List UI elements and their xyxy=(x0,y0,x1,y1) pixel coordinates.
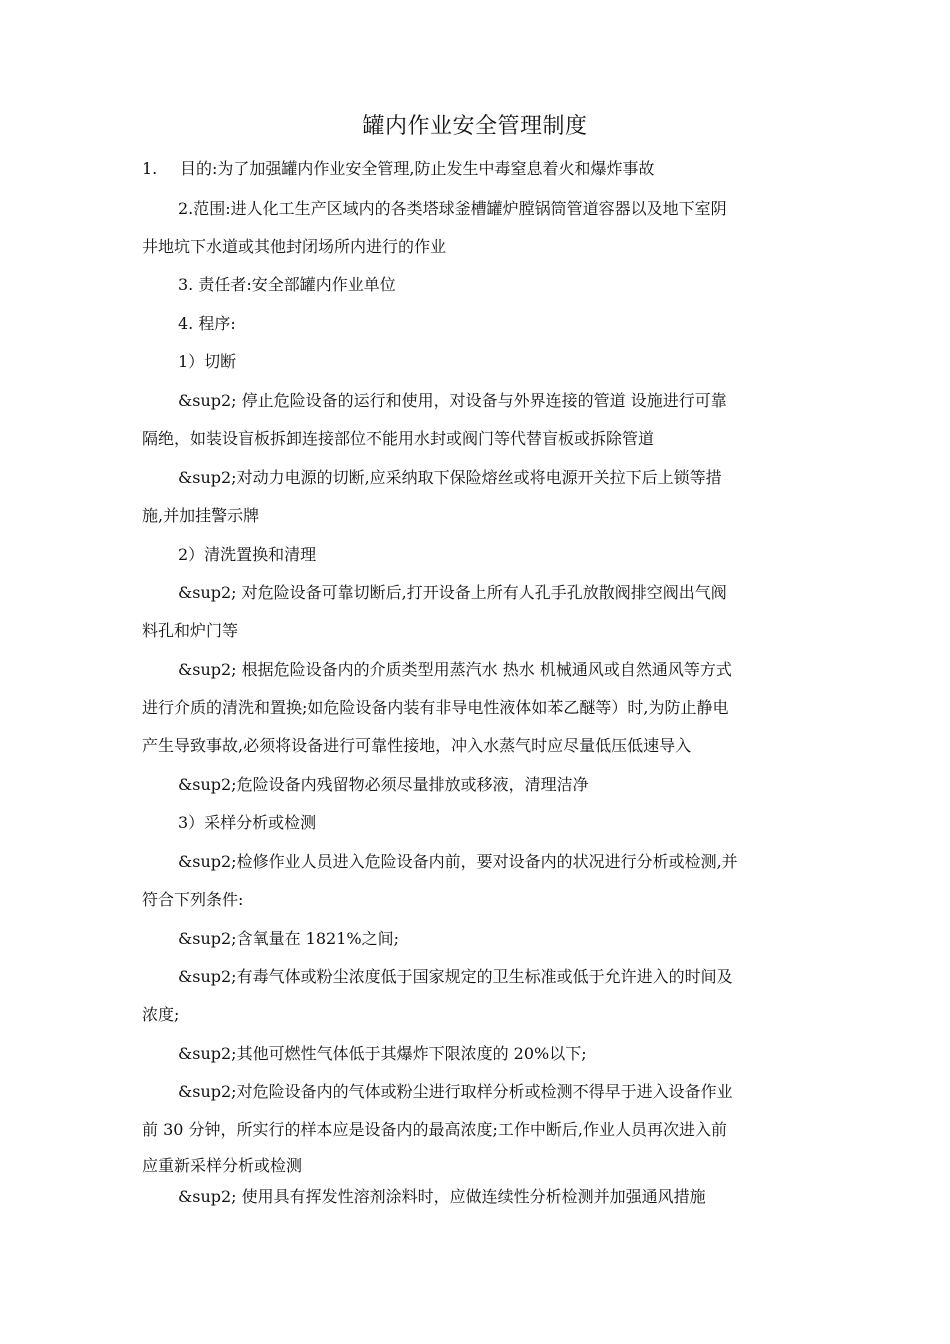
paragraph-line: &sup2;有毒气体或粉尘浓度低于国家规定的卫生标准或低于允许进入的时间及 xyxy=(178,967,733,986)
paragraph-line: 浓度; xyxy=(142,1005,180,1024)
section-cleaning: 2）清洗置换和清理 xyxy=(178,545,317,564)
document-title: 罐内作业安全管理制度 xyxy=(362,114,588,139)
paragraph-line: &sup2; 使用具有挥发性溶剂涂料时，应做连续性分析检测并加强通风措施 xyxy=(178,1187,706,1206)
item-number: 1. xyxy=(142,159,158,178)
paragraph-line: &sup2;含氧量在 1821%之间; xyxy=(178,929,399,948)
paragraph-line: 符合下列条件: xyxy=(142,890,244,909)
paragraph-line: 料孔和炉门等 xyxy=(142,621,239,640)
paragraph-line: &sup2;对动力电源的切断,应采纳取下保险熔丝或将电源开关拉下后上锁等措 xyxy=(178,468,722,487)
paragraph-line: 前 30 分钟，所实行的样本应是设备内的最高浓度;工作中断后,作业人员再次进入前 xyxy=(142,1120,728,1139)
item-text: 目的:为了加强罐内作业安全管理,防止发生中毒窒息着火和爆炸事故 xyxy=(180,159,655,178)
paragraph-line: 隔绝，如装设盲板拆卸连接部位不能用水封或阀门等代替盲板或拆除管道 xyxy=(142,429,655,448)
paragraph-line: 进行介质的清洗和置换;如危险设备内装有非导电性液体如苯乙醚等）时,为防止静电 xyxy=(142,698,729,717)
paragraph-line: 产生导致事故,必须将设备进行可靠性接地，冲入水蒸气时应尽量低压低速导入 xyxy=(142,736,692,755)
paragraph-line: 应重新采样分析或检测 xyxy=(142,1156,303,1175)
item-procedure: 4. 程序: xyxy=(178,314,236,333)
item-scope-line-1: 2.范围:进人化工生产区域内的各类塔球釜槽罐炉膛锅筒管道容器以及地下室阴 xyxy=(178,199,727,218)
item-responsible: 3. 责任者:安全部罐内作业单位 xyxy=(178,275,396,294)
paragraph-line: &sup2; 停止危险设备的运行和使用，对设备与外界连接的管道 设施进行可靠 xyxy=(178,391,727,410)
paragraph-line: &sup2; 对危险设备可靠切断后,打开设备上所有人孔手孔放散阀排空阀出气阀 xyxy=(178,583,727,602)
paragraph-line: 施,并加挂警示牌 xyxy=(142,506,260,525)
paragraph-line: &sup2;其他可燃性气体低于其爆炸下限浓度的 20%以下; xyxy=(178,1044,587,1063)
section-sampling: 3）采样分析或检测 xyxy=(178,813,317,832)
paragraph-line: &sup2; 根据危险设备内的介质类型用蒸汽水 热水 机械通风或自然通风等方式 xyxy=(178,660,732,679)
paragraph-line: &sup2;对危险设备内的气体或粉尘进行取样分析或检测不得早于进入设备作业 xyxy=(178,1082,733,1101)
paragraph-line: &sup2;危险设备内残留物必须尽量排放或移液，清理洁净 xyxy=(178,775,589,794)
section-cutoff: 1）切断 xyxy=(178,352,237,371)
paragraph-line: &sup2;检修作业人员进入危险设备内前，要对设备内的状况进行分析或检测,并 xyxy=(178,852,738,871)
item-purpose xyxy=(142,158,654,180)
item-scope-line-2: 井地坑下水道或其他封闭场所内进行的作业 xyxy=(142,237,447,256)
